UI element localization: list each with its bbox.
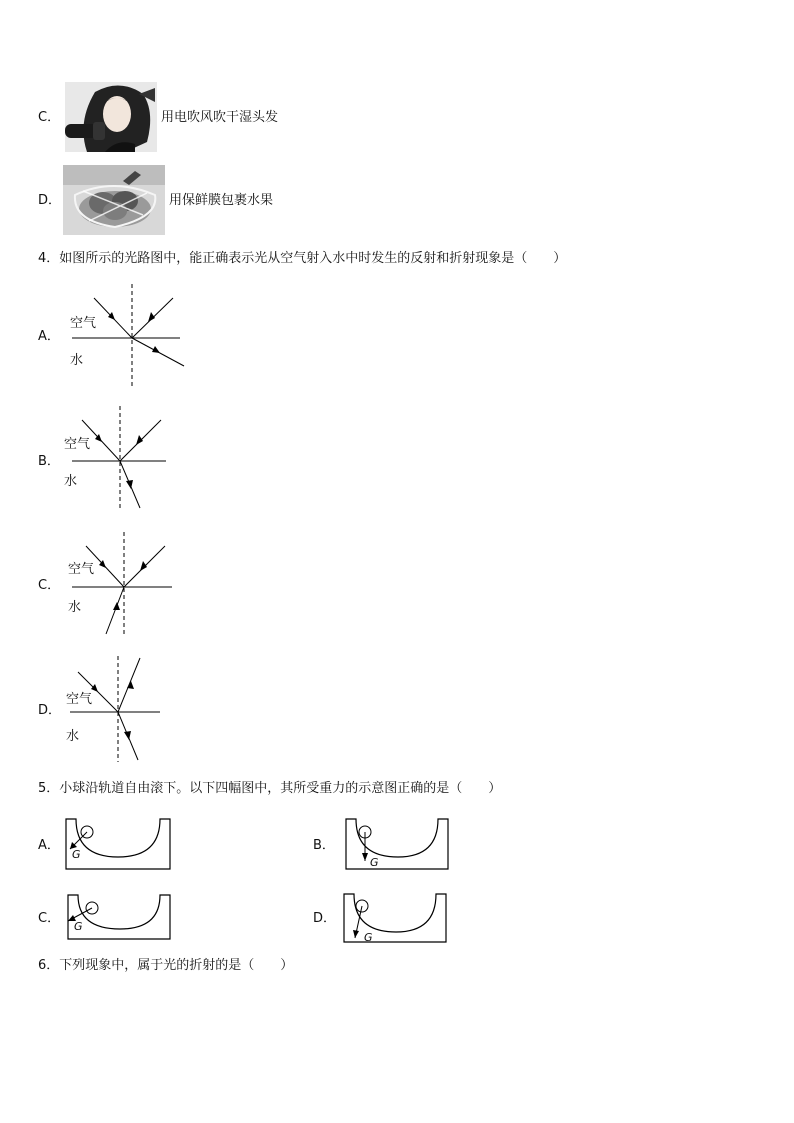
q6-stem: 6．下列现象中，属于光的折射的是（ ）: [38, 958, 294, 973]
q5-d-force-label: G: [364, 931, 373, 944]
q5-option-a-letter: A．: [38, 838, 60, 853]
q5-c-force-label: G: [74, 920, 83, 933]
q5-b-force-label: G: [370, 856, 379, 869]
q4-option-b-letter: B．: [38, 454, 60, 469]
q5-option-d-diagram: [340, 888, 452, 946]
q5-a-force-label: G: [72, 848, 81, 861]
q4-d-air-label: 空气: [66, 692, 93, 707]
q4-option-a-letter: A．: [38, 329, 60, 344]
q4-option-c-letter: C．: [38, 578, 61, 593]
q4-option-c-diagram: [60, 530, 175, 638]
q4-option-b-diagram: [60, 404, 170, 512]
q4-d-water-label: 水: [66, 729, 80, 744]
hair-dryer-photo: [65, 82, 157, 152]
q4-c-water-label: 水: [68, 600, 82, 615]
q4-stem: 4．如图所示的光路图中，能正确表示光从空气射入水中时发生的反射和折射现象是（ ）: [38, 251, 567, 266]
q5-option-b-diagram: [342, 815, 454, 873]
q5-option-c-letter: C．: [38, 911, 61, 926]
q5-option-b-letter: B．: [313, 838, 335, 853]
q5-option-a-diagram: [62, 815, 176, 873]
q5-option-d-letter: D．: [313, 911, 337, 926]
q4-a-air-label: 空气: [70, 316, 97, 331]
q3-option-d-letter: D．: [38, 193, 62, 208]
q3-option-c-caption: 用电吹风吹干湿头发: [161, 110, 279, 125]
q4-c-air-label: 空气: [68, 562, 95, 577]
q4-option-d-letter: D．: [38, 703, 62, 718]
q5-option-c-diagram: [64, 891, 176, 943]
q3-option-d-caption: 用保鲜膜包裹水果: [169, 193, 274, 208]
q5-stem: 5．小球沿轨道自由滚下。以下四幅图中，其所受重力的示意图正确的是（ ）: [38, 781, 502, 796]
q4-b-air-label: 空气: [64, 437, 91, 452]
q4-option-d-diagram: [60, 654, 165, 764]
q3-option-c-letter: C．: [38, 110, 61, 125]
q4-a-water-label: 水: [70, 353, 84, 368]
q4-option-a-diagram: [60, 282, 190, 390]
wrapped-fruit-photo: [63, 165, 165, 235]
q4-b-water-label: 水: [64, 474, 78, 489]
